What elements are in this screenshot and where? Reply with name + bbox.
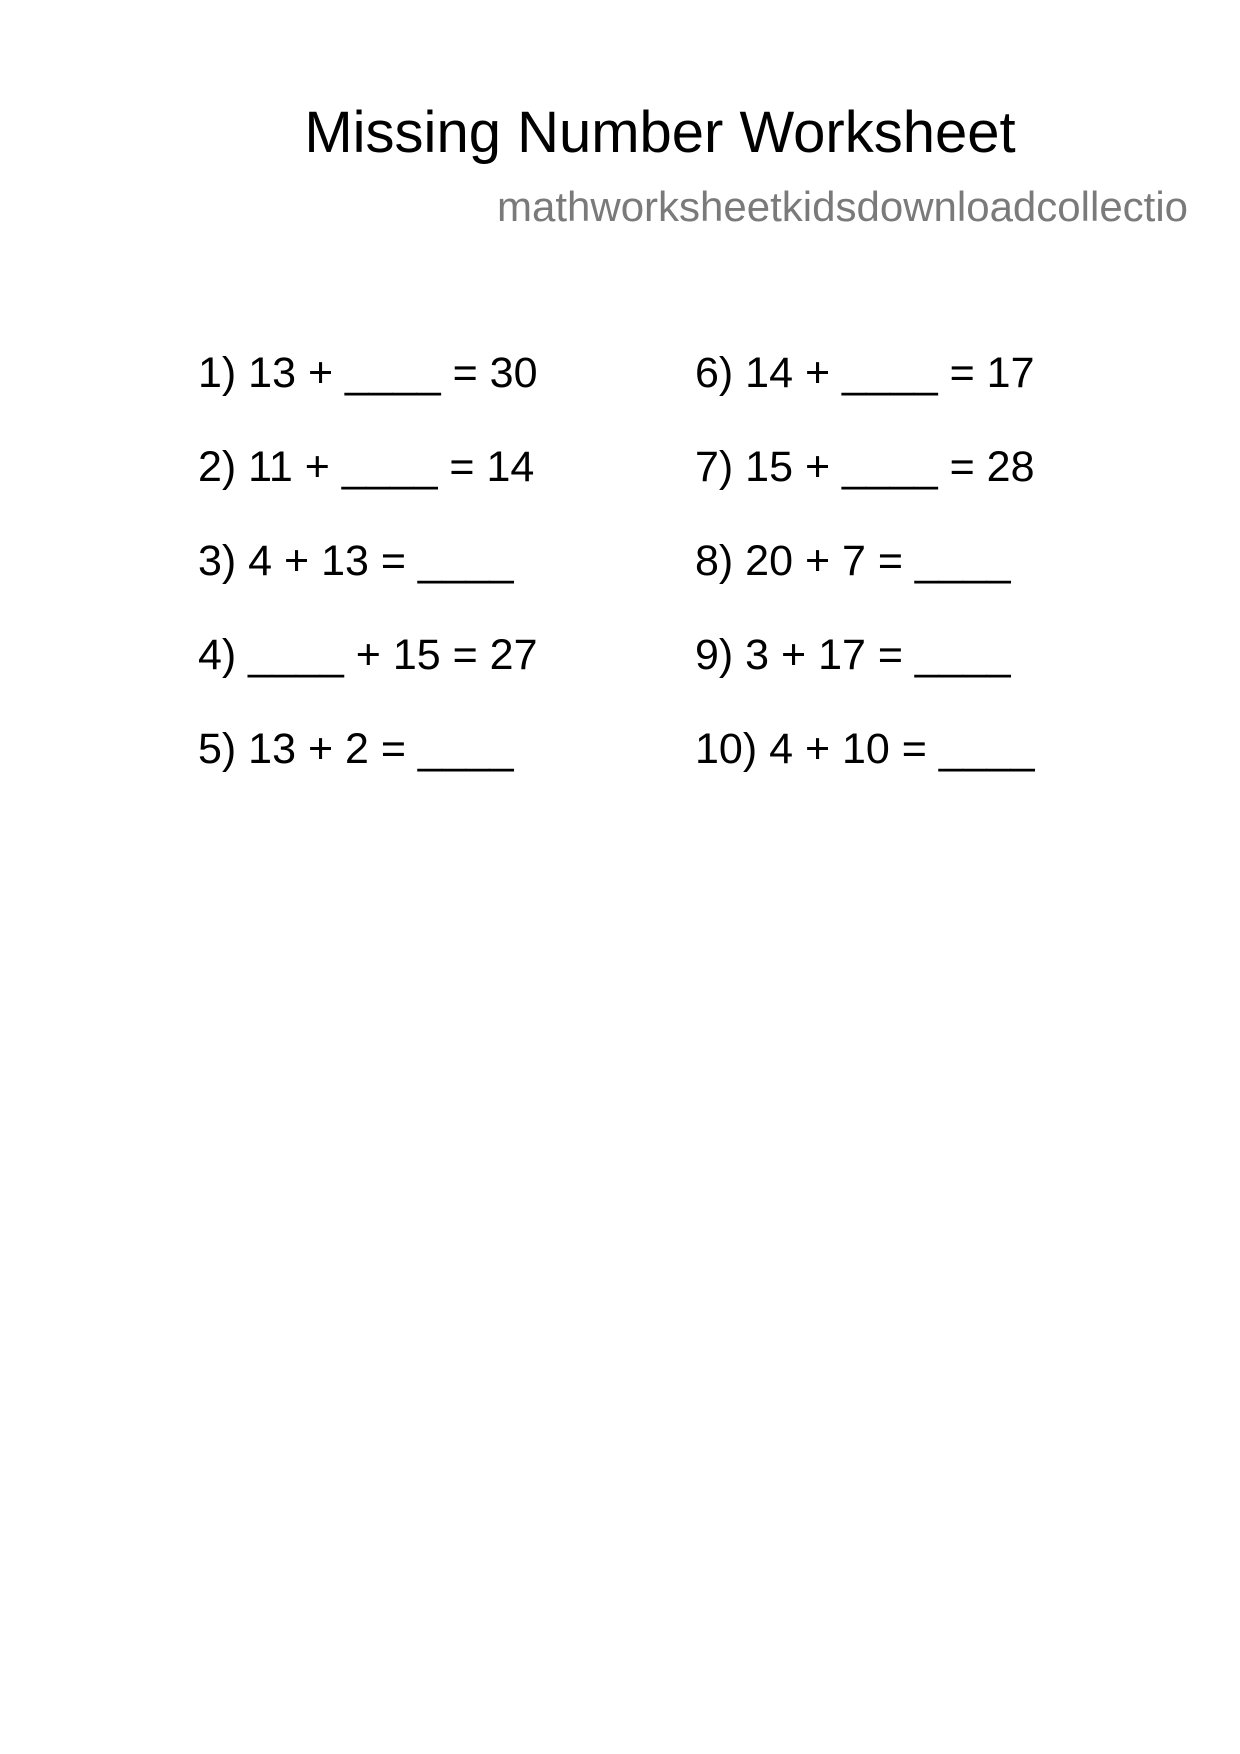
problem-grid bbox=[198, 345, 1098, 815]
problem-9: 9) 3 + 17 = ____ bbox=[695, 631, 1011, 679]
problem-2: 2) 11 + ____ = 14 bbox=[198, 443, 535, 491]
problem-10: 10) 4 + 10 = ____ bbox=[695, 725, 1035, 773]
problem-4: 4) ____ + 15 = 27 bbox=[198, 631, 538, 679]
problem-5: 5) 13 + 2 = ____ bbox=[198, 725, 514, 773]
problem-8: 8) 20 + 7 = ____ bbox=[695, 537, 1011, 585]
page-title: Missing Number Worksheet bbox=[304, 100, 1016, 165]
problem-3: 3) 4 + 13 = ____ bbox=[198, 537, 514, 585]
problem-6: 6) 14 + ____ = 17 bbox=[695, 349, 1035, 397]
problem-1: 1) 13 + ____ = 30 bbox=[198, 349, 538, 397]
watermark-text: mathworksheetkidsdownloadcollectio bbox=[497, 183, 1189, 230]
problem-7: 7) 15 + ____ = 28 bbox=[695, 443, 1035, 491]
